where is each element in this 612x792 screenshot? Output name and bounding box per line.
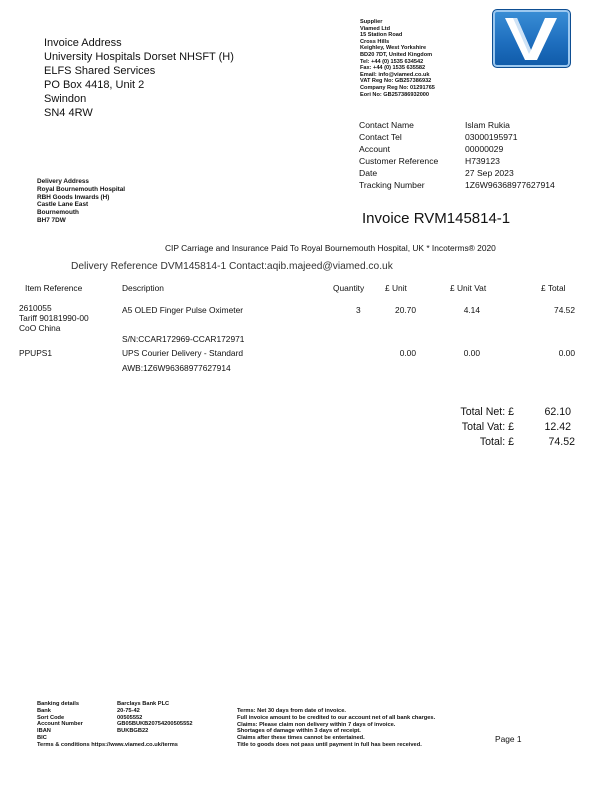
supplier-line: BD20 7DT, United Kingdom (360, 51, 433, 58)
banking-label: Banking details (37, 701, 80, 707)
row2-total: 0.00 (558, 348, 575, 358)
total-net-label: Total Net: £ (460, 406, 514, 418)
row2-unit-vat: 0.00 (463, 348, 480, 358)
banking-value: BUKBGB22 (117, 728, 149, 735)
delivery-address-line: Royal Bournemouth Hospital (37, 185, 126, 193)
delivery-address-line: Castle Lane East (37, 201, 89, 209)
delivery-address-line: BH7 7DW (37, 216, 66, 224)
logo-v-glyph (493, 10, 570, 67)
row1-unit: 20.70 (395, 305, 416, 315)
delivery-reference: Delivery Reference DVM145814-1 Contact:aqib.majeed@viamed.co.uk (71, 261, 393, 272)
col-header-unit-vat: £ Unit Vat (450, 283, 487, 293)
terms-line: Terms: Net 30 days from date of invoice. (237, 708, 346, 714)
banking-label: Account Number (37, 721, 83, 728)
invoice-address-line: Swindon (44, 93, 87, 105)
terms-block (237, 708, 435, 749)
total-net-value: 62.10 (544, 406, 571, 418)
supplier-line: VAT Reg No: GB257386932 (360, 78, 432, 85)
meta-label: Date (359, 168, 378, 178)
supplier-line: 15 Station Road (360, 32, 403, 39)
meta-label: Contact Name (359, 120, 414, 130)
invoice-address-line: ELFS Shared Services (44, 65, 156, 77)
delivery-address (37, 178, 125, 225)
invoice-title: Invoice RVM145814-1 (362, 210, 511, 227)
meta-value: 00000029 (465, 144, 504, 154)
total-label: Total: £ (479, 436, 514, 448)
supplier-line: Company Reg No: 01291765 (360, 84, 435, 91)
terms-line: Title to goods does not pass until payment in full has been received. (237, 741, 422, 748)
banking-values (117, 701, 193, 735)
terms-line: Claims: Please claim non delivery within 7 days of invoice. (237, 721, 396, 728)
col-header-item-reference: Item Reference (25, 283, 83, 293)
total-vat-label: Total Vat: £ (461, 421, 514, 433)
meta-value: Islam Rukia (465, 120, 510, 130)
terms-line: Claims after these times cannot be entertained. (237, 735, 365, 742)
banking-label: Sort Code (37, 714, 65, 721)
row1-description: A5 OLED Finger Pulse Oximeter (122, 305, 244, 315)
col-header-quantity: Quantity (333, 283, 365, 293)
row1-total: 74.52 (554, 305, 575, 315)
row1-item-ref: 2610055 (19, 303, 52, 313)
incoterms-line: CIP Carriage and Insurance Paid To Royal Bournemouth Hospital, UK * Incoterms® 2020 (165, 243, 496, 253)
row1-quantity: 3 (356, 305, 361, 315)
supplier-line: Tel: +44 (0) 1535 634542 (360, 58, 424, 65)
invoice-address-line: Invoice Address (44, 37, 122, 49)
col-header-description: Description (122, 283, 164, 293)
meta-label: Account (359, 144, 391, 154)
banking-label: Terms & conditions https://www.viamed.co.uk/terms (37, 741, 178, 748)
supplier-line: Fax: +44 (0) 1535 635582 (360, 65, 426, 72)
row1-unit-vat: 4.14 (463, 305, 480, 315)
meta-value: H739123 (465, 156, 500, 166)
supplier-line: Supplier (360, 19, 383, 25)
page-number: Page 1 (495, 734, 522, 744)
terms-line: Full invoice amount to be credited to our account net of all bank charges. (237, 714, 436, 721)
invoice-address (44, 36, 234, 120)
row2-awb: AWB:1Z6W96368977627914 (122, 363, 231, 373)
meta-label: Tracking Number (359, 180, 425, 190)
meta-value: 27 Sep 2023 (465, 168, 514, 178)
invoice-address-line: SN4 4RW (44, 107, 93, 119)
banking-value: 20-75-42 (117, 707, 140, 714)
row2-description: UPS Courier Delivery - Standard (122, 348, 244, 358)
meta-value: 03000195971 (465, 132, 518, 142)
delivery-address-line: Delivery Address (37, 178, 89, 185)
supplier-line: Eori No: GB257386932000 (360, 91, 430, 98)
supplier-block (360, 19, 435, 98)
meta-label: Contact Tel (359, 132, 402, 142)
banking-label: IBAN (37, 728, 51, 735)
supplier-line: Viamed Ltd (360, 25, 391, 32)
delivery-address-line: Bournemouth (37, 209, 79, 217)
col-header-total: £ Total (541, 283, 566, 293)
banking-value: GB05BUKB20754200505552 (117, 721, 193, 728)
banking-value: 00505552 (117, 714, 143, 721)
meta-value: 1Z6W96368977627914 (465, 180, 555, 190)
meta-label: Customer Reference (359, 156, 439, 166)
supplier-line: Keighley, West Yorkshire (360, 45, 427, 52)
invoice-address-line: PO Box 4418, Unit 2 (44, 79, 145, 91)
row1-serial-numbers: S/N:CCAR172969-CCAR172971 (122, 334, 245, 344)
supplier-line: Cross Hills (360, 38, 390, 45)
row1-tariff: Tariff 90181990-00 (19, 313, 89, 323)
supplier-line: Email: info@viamed.co.uk (360, 71, 430, 78)
row2-item-ref: PPUPS1 (19, 348, 53, 358)
invoice-address-line: University Hospitals Dorset NHSFT (H) (44, 51, 234, 63)
viamed-logo-icon (492, 9, 571, 68)
banking-value: Barclays Bank PLC (117, 701, 170, 707)
banking-label: Bank (37, 707, 51, 714)
col-header-unit: £ Unit (385, 283, 407, 293)
delivery-address-line: RBH Goods Inwards (H) (37, 193, 110, 201)
total-value: 74.52 (548, 436, 575, 448)
banking-label: BIC (37, 734, 47, 741)
total-vat-value: 12.42 (544, 421, 571, 433)
terms-line: Shortages of damage within 3 days of receipt. (237, 728, 361, 735)
row1-origin: CoO China (19, 323, 61, 333)
row2-unit: 0.00 (399, 348, 416, 358)
